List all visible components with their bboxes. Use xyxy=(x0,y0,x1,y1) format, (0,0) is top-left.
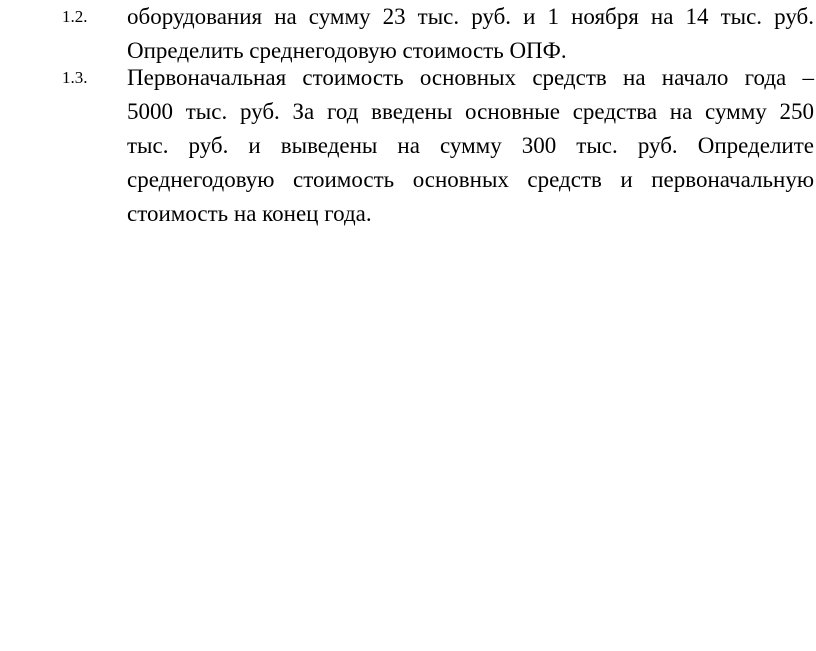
text-line: 5000 тыс. руб. За год введены основные средства на сумму 250 xyxy=(127,99,814,124)
task-number: 1.3. xyxy=(62,68,88,87)
text-line: Определить среднегодовую стоимость ОПФ. xyxy=(127,38,567,63)
text-line: среднегодовую стоимость основных средств и первоначальную xyxy=(127,167,814,192)
text-line: оборудования на сумму 23 тыс. руб. и 1 ноября на 14 тыс. руб. xyxy=(127,4,814,29)
text-line: стоимость на конец года. xyxy=(127,201,372,226)
text-line: тыс. руб. и выведены на сумму 300 тыс. руб. Определите xyxy=(127,133,814,158)
task-number: 1.2. xyxy=(62,7,88,26)
task-text xyxy=(127,61,814,231)
text-line: Первоначальная стоимость основных средств на начало года – xyxy=(127,65,814,90)
task-text xyxy=(127,0,814,68)
